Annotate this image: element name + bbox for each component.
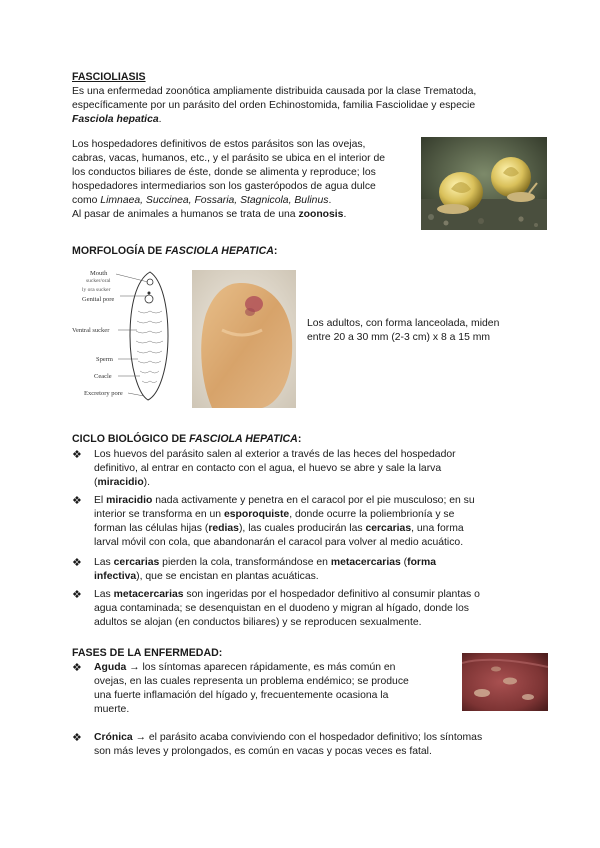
diagram-label: Mouth (90, 270, 108, 277)
term-cercarias: cercarias (113, 557, 160, 568)
morphology-description (307, 317, 547, 345)
term-redias: redias (208, 523, 239, 534)
cycle-bullet-3 (72, 556, 524, 584)
phases-heading: FASES DE LA ENFERMEDAD: (72, 647, 223, 659)
term-forma: forma (407, 557, 436, 568)
term-aguda: Aguda (94, 662, 127, 673)
diagram-label: Sperm (96, 356, 113, 363)
desc-line: entre 20 a 30 mm (2-3 cm) x 8 a 15 mm (307, 332, 491, 343)
term-metacercarias: metacercarias (330, 557, 401, 568)
text-span: Las (94, 589, 114, 600)
text-span: → el parásito acaba conviviendo con el hospedador definitivo; los síntomas (132, 732, 483, 743)
text-span: → los síntomas aparecen rápidamente, es más común en (126, 662, 396, 673)
bullet-line (94, 556, 524, 570)
hosts-line: cabras, vacas, humanos, etc., y el parásito se ubica en el interior de (72, 153, 386, 164)
bullet-line: definitivo, al entrar en contacto con el agua, el huevo se abre y sale la larva (94, 463, 442, 474)
text-span: son ingeridas por el hospedador definitivo al consumir plantas o (183, 589, 480, 600)
intro-line (72, 113, 532, 127)
bullet-line (94, 661, 444, 675)
term-esporoquiste: esporoquiste (223, 509, 290, 520)
bullet-line (94, 570, 524, 584)
bullet-line (94, 522, 524, 536)
heading-text: MORFOLOGÍA DE (72, 245, 166, 257)
hosts-line (72, 208, 412, 222)
bullet-line: ovejas, en las cuales representa un problema endémico; se produce (94, 676, 409, 687)
term-cercarias: cercarias (365, 523, 412, 534)
hosts-line: hospedadores intermediarios son los gasterópodos de agua dulce (72, 181, 376, 192)
bullet-line: (miracidio). (94, 477, 151, 488)
intro-end: . (158, 114, 162, 125)
phase-chronic (72, 731, 534, 759)
text-span: como (72, 195, 101, 206)
text-span: Las (94, 557, 114, 568)
term-metacercarias: metacercarias (113, 589, 184, 600)
bullet-line (94, 731, 534, 745)
diamond-bullet-icon: ❖ (72, 557, 82, 569)
heading-text: CICLO BIOLÓGICO DE (72, 433, 190, 445)
hosts-line: Los hospedadores definitivos de estos parásitos son las ovejas, (72, 139, 366, 150)
text-span: ( (400, 557, 408, 568)
text-span: El (94, 495, 107, 506)
species-name: Fasciola hepatica (72, 114, 159, 125)
diamond-bullet-icon: ❖ (72, 449, 82, 461)
text-span: , donde ocurre la poliembrionía y se (289, 509, 455, 520)
heading-species: FASCIOLA HEPATICA (165, 245, 274, 257)
diagram-label: sucker/oral (86, 278, 111, 284)
text-span: nada activamente y penetra en el caracol por el pie musculoso; en su (152, 495, 475, 506)
heading-colon: : (273, 245, 278, 257)
diagram-label: Ventral sucker (72, 327, 110, 334)
intro-line: específicamente por un parásito del orden Echinostomida, familia Fasciolidae y especie (72, 100, 476, 111)
bullet-line: son más leves y prolongados, es común en vacas y pocas veces es fatal. (94, 746, 432, 757)
text-span: . (343, 209, 347, 220)
bullet-line: Los huevos del parásito salen al exterior a través de las heces del hospedador (94, 449, 456, 460)
diagram-label: Ceacle (94, 373, 112, 380)
liver-photo (462, 653, 548, 711)
intro-line: Es una enfermedad zoonótica ampliamente distribuida causada por la clase Trematoda, (72, 86, 477, 97)
term-infectiva: infectiva (94, 571, 137, 582)
diagram-label: Excretory pore (84, 390, 123, 397)
morphology-heading (72, 244, 277, 258)
text-span: forman las células hijas ( (94, 523, 209, 534)
text-span: pierden la cola, transformándose en (159, 557, 331, 568)
hosts-paragraph (72, 138, 412, 222)
page-title: FASCIOLIASIS (72, 71, 146, 83)
diamond-bullet-icon: ❖ (72, 589, 82, 601)
term-miracidio: miracidio (97, 477, 144, 488)
bullet-line: larval móvil con cola, que abandonarán el caracol para volver al medio acuático. (94, 537, 464, 548)
text-span: . (328, 195, 332, 206)
fluke-photo (192, 270, 296, 408)
diagram-label: Genital pore (82, 296, 115, 303)
cycle-bullet-4 (72, 588, 524, 630)
heading-species: FASCIOLA HEPATICA (189, 433, 298, 445)
text-span: ). (143, 477, 151, 488)
zoonosis-term: zoonosis (298, 209, 344, 220)
phase-acute (72, 661, 444, 717)
heading-colon: : (297, 433, 302, 445)
diamond-bullet-icon: ❖ (72, 732, 82, 744)
hosts-line (72, 194, 412, 208)
desc-line: Los adultos, con forma lanceolada, miden (307, 318, 500, 329)
text-span: ), que se encistan en plantas acuáticas. (136, 571, 319, 582)
bullet-line (94, 494, 524, 508)
text-span: Al pasar de animales a humanos se trata de una (72, 209, 299, 220)
snail-photo (421, 137, 547, 230)
snail-genera: Limnaea, Succinea, Fossaria, Stagnicola, Bulinus (100, 195, 329, 206)
term-miracidio: miracidio (106, 495, 153, 506)
cycle-heading (72, 432, 301, 446)
text-span: ), las cuales producirán las (238, 523, 366, 534)
diamond-bullet-icon: ❖ (72, 495, 82, 507)
bullet-line: muerte. (94, 704, 130, 715)
intro-paragraph (72, 85, 532, 127)
diamond-bullet-icon: ❖ (72, 662, 82, 674)
diagram-label: ly ora sucker (82, 287, 111, 293)
bullet-line: adultos se alojan (en conductos biliares) y se reproducen sexualmente. (94, 617, 422, 628)
term-cronica: Crónica (94, 732, 133, 743)
bullet-line: agua contaminada; se desenquistan en el duodeno y migran al hígado, donde los (94, 603, 469, 614)
text-span: interior se transforma en un (94, 509, 224, 520)
hosts-line: los conductos biliares de éste, donde se alimenta y reproduce; los (72, 167, 376, 178)
text-span: , una forma (411, 523, 464, 534)
fluke-diagram (72, 266, 182, 406)
bullet-line (94, 508, 524, 522)
cycle-bullet-2 (72, 494, 524, 550)
cycle-bullet-1 (72, 448, 524, 490)
bullet-line (94, 588, 524, 602)
bullet-line: una fuerte inflamación del hígado y, frecuentemente ocasiona la (94, 690, 389, 701)
